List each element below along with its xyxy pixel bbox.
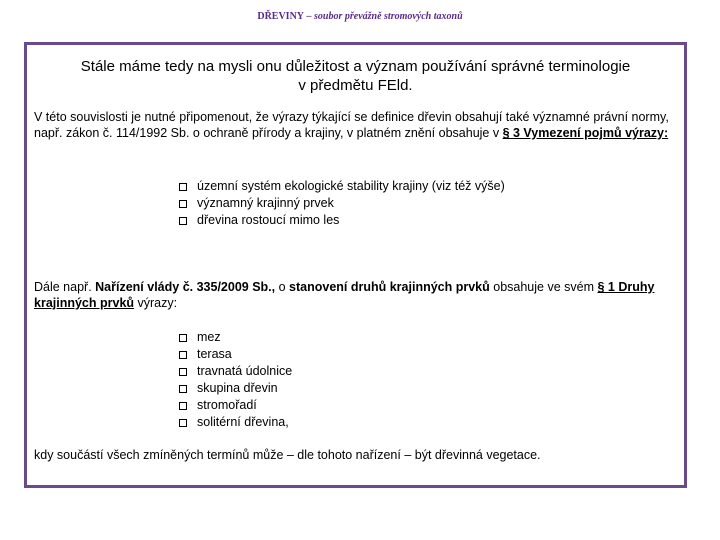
- list-item: solitérní dřevina,: [179, 414, 292, 431]
- closing-paragraph: kdy součástí všech zmíněných termínů může – dle tohoto nařízení – být dřevinná vegetace.: [34, 448, 541, 462]
- checkbox-bullet-icon: [179, 217, 187, 225]
- list-item: stromořadí: [179, 397, 292, 414]
- regulation-section-link[interactable]: § 1 Druhy krajinných prvků: [34, 280, 655, 310]
- terms-list-1: [179, 178, 505, 229]
- terms-list-2: [179, 329, 292, 431]
- checkbox-bullet-icon: [179, 351, 187, 359]
- regulation-paragraph: Dále např. Nařízení vlády č. 335/2009 Sb., o stanovení druhů krajinných prvků obsahuje ve svém § 1 Druhy krajinných prvků výrazy:: [34, 280, 655, 310]
- header-title: DŘEVINY: [257, 11, 305, 22]
- law-section-link[interactable]: § 3 Vymezení pojmů výrazy:: [502, 126, 669, 140]
- checkbox-bullet-icon: [179, 200, 187, 208]
- checkbox-bullet-icon: [179, 368, 187, 376]
- intro-text: V této souvislosti je nutné připomenout, že výrazy týkající se definice dřevin obsahují také významné právní normy, např. zákon č. 114/1992 Sb. o ochraně přírody a krajiny, v platném znění obsahuje v: [34, 110, 669, 140]
- slide-title: [27, 57, 684, 95]
- checkbox-bullet-icon: [179, 419, 187, 427]
- document-header: [0, 11, 720, 22]
- slide-title-line1: Stále máme tedy na mysli onu důležitost a význam používání správné terminologie: [80, 58, 631, 75]
- regulation-subject: stanovení druhů krajinných prvků: [289, 280, 490, 294]
- list-item: významný krajinný prvek: [179, 195, 505, 212]
- slide-title-line2: v předmětu FEld.: [298, 77, 413, 94]
- list-item: dřevina rostoucí mimo les: [179, 212, 505, 229]
- list-item: mez: [179, 329, 292, 346]
- list-item: travnatá údolnice: [179, 363, 292, 380]
- header-subtitle: – soubor převážně stromových taxonů: [304, 11, 463, 22]
- intro-paragraph: [34, 109, 674, 141]
- checkbox-bullet-icon: [179, 385, 187, 393]
- slide-frame: [24, 42, 687, 488]
- list-item: skupina dřevin: [179, 380, 292, 397]
- list-item: terasa: [179, 346, 292, 363]
- checkbox-bullet-icon: [179, 334, 187, 342]
- checkbox-bullet-icon: [179, 402, 187, 410]
- list-item: územní systém ekologické stability krajiny (viz též výše): [179, 178, 505, 195]
- regulation-name: Nařízení vlády č. 335/2009 Sb.,: [95, 280, 276, 294]
- checkbox-bullet-icon: [179, 183, 187, 191]
